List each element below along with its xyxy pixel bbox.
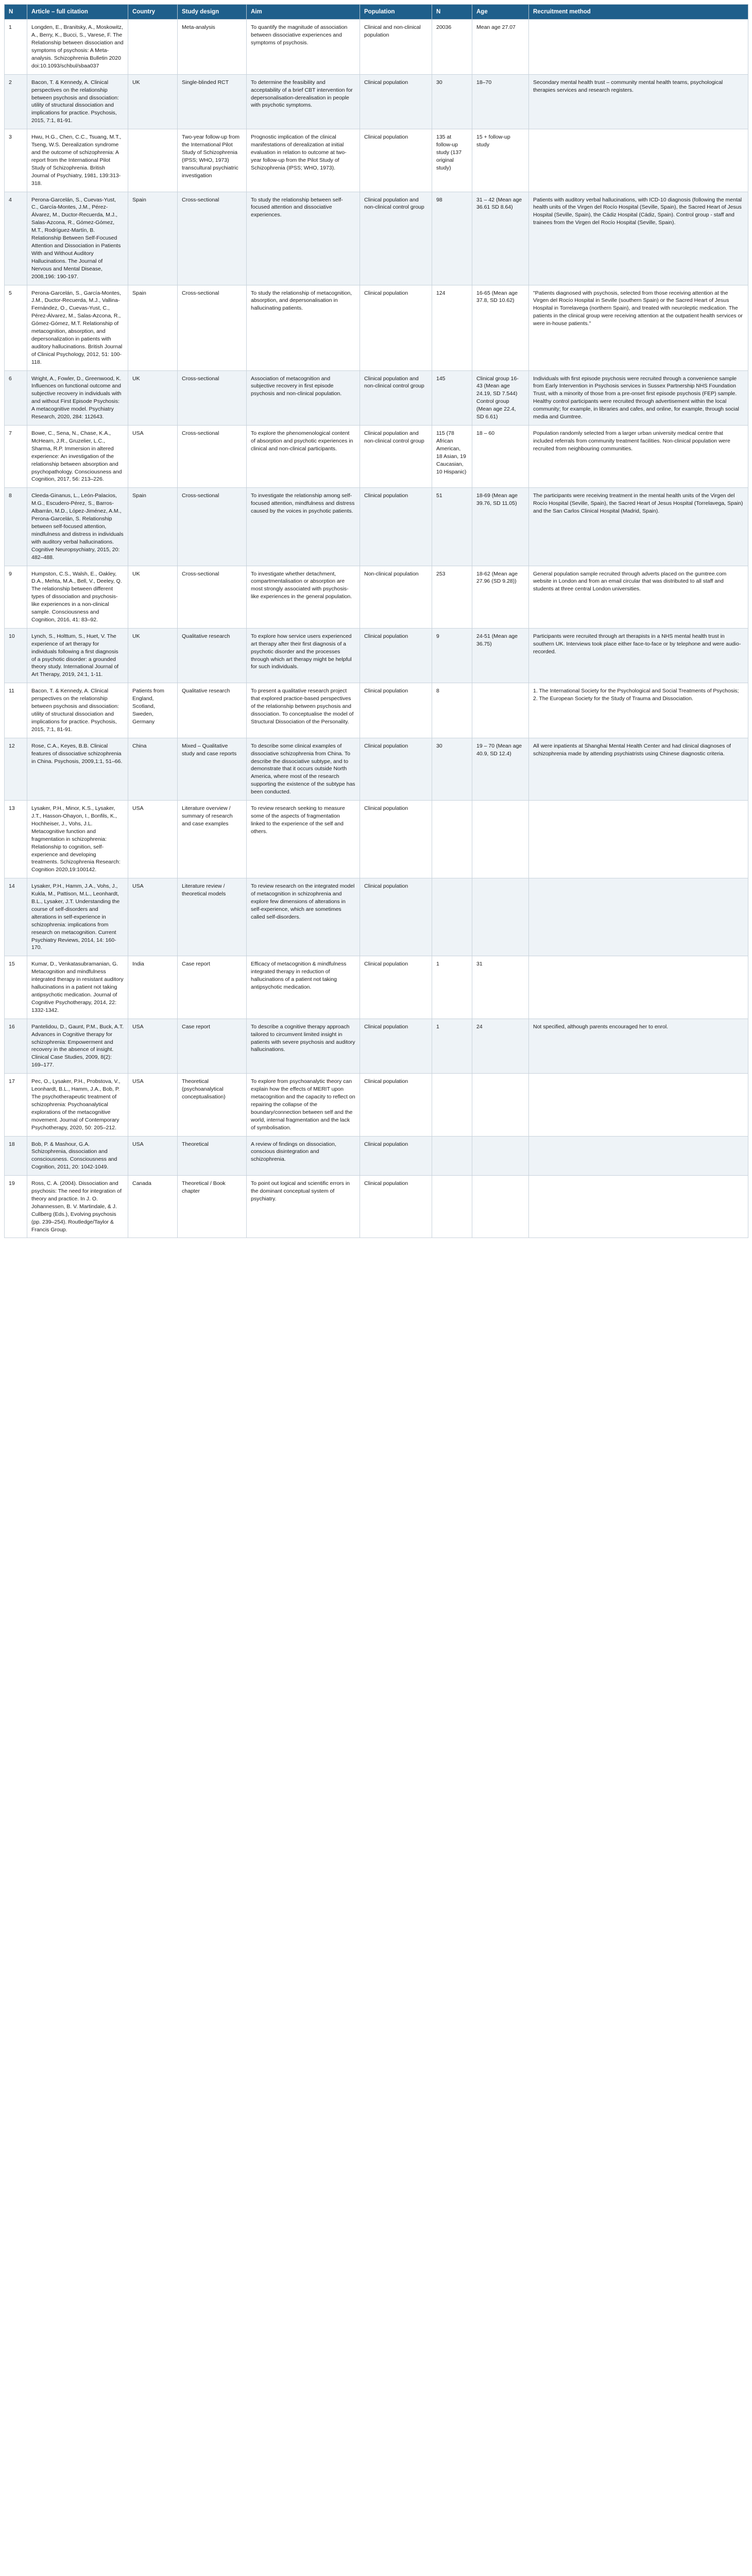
cell-recruitment: General population sample recruited through adverts placed on the gumtree.com website in London and from an email circular that was distributed to all staff and students at three central London universities. — [529, 566, 748, 628]
cell-country: USA — [128, 1136, 178, 1176]
table-row — [5, 1176, 748, 1238]
cell-age — [472, 1176, 529, 1238]
table-row — [5, 20, 748, 74]
cell-citation: Pec, O., Lysaker, P.H., Probstova, V., Leonhardt, B.L., Hamm, J.A., Bob, P. The psychotherapeutic treatment of schizophrenia: Psychoanalytical explorations of the metacognitive movement. Journal of Contemporary Psychotherapy, 2020, 50: 205–212. — [27, 1074, 128, 1136]
cell-population: Clinical population — [360, 878, 432, 956]
cell-number: 10 — [5, 628, 27, 683]
cell-study-design: Cross-sectional — [178, 192, 247, 285]
cell-country: USA — [128, 426, 178, 488]
cell-recruitment — [529, 1074, 748, 1136]
cell-citation: Perona-Garcelán, S., García-Montes, J.M., Ductor-Recuerda, M.J., Vallina-Fernández, O., Cuevas-Yust, C., Pérez-Álvarez, M., Salas-Azcona, R., Gómez-Gómez, M.T. Relationship of metacognition, absorption, and depersonalization in patients with auditory hallucinations. British Journal of Clinical Psychology, 2012, 51: 100-118. — [27, 285, 128, 370]
cell-study-design: Case report — [178, 1019, 247, 1073]
cell-sample-size: 145 — [432, 370, 472, 425]
table-row — [5, 285, 748, 370]
cell-country: Canada — [128, 1176, 178, 1238]
cell-study-design: Theoretical — [178, 1136, 247, 1176]
cell-study-design: Theoretical / Book chapter — [178, 1176, 247, 1238]
cell-population: Clinical and non-clinical population — [360, 20, 432, 74]
cell-number: 7 — [5, 426, 27, 488]
cell-recruitment — [529, 801, 748, 878]
cell-sample-size: 135 at follow-up study (137 original study) — [432, 129, 472, 192]
cell-citation: Bowe, C., Sena, N., Chase, K.A., McHearn, J.R., Gruzelier, L.C., Sharma, R.P. Immersion in altered experience: An investigation of the relationship between absorption and psychopathology. Consciousness and Cognition, 2017, 56: 213–226. — [27, 426, 128, 488]
cell-citation: Wright, A., Fowler, D., Greenwood, K. Influences on functional outcome and subjective recovery in individuals with and without First Episode Psychosis: A metacognitive model. Psychiatry Research, 2020, 284: 112643. — [27, 370, 128, 425]
cell-recruitment: Secondary mental health trust – community mental health teams, psychological therapies services and research registers. — [529, 74, 748, 129]
cell-age: 24-51 (Mean age 36.75) — [472, 628, 529, 683]
cell-age: 16-65 (Mean age 37.8, SD 10.62) — [472, 285, 529, 370]
cell-aim: To investigate whether detachment, compartmentalisation or absorption are most strongly associated with psychosis-like experiences in the general population. — [247, 566, 360, 628]
header-population: Population — [360, 5, 432, 20]
cell-citation: Bacon, T. & Kennedy, A. Clinical perspectives on the relationship between psychosis and dissociation: utility of structural dissociation and implications for practice. Psychosis, 2015, 7:1, 81-91. — [27, 74, 128, 129]
cell-study-design: Cross-sectional — [178, 370, 247, 425]
cell-study-design: Meta-analysis — [178, 20, 247, 74]
cell-population: Clinical population — [360, 1019, 432, 1073]
cell-citation: Hwu, H.G., Chen, C.C., Tsuang, M.T., Tseng, W.S. Derealization syndrome and the outcome of schizophrenia: A report from the International Pilot Study of Schizophrenia. British Journal of Psychiatry, 1981, 139:313-318. — [27, 129, 128, 192]
cell-age — [472, 1074, 529, 1136]
cell-study-design: Qualitative research — [178, 628, 247, 683]
cell-number: 6 — [5, 370, 27, 425]
cell-age — [472, 801, 529, 878]
table-row — [5, 738, 748, 800]
cell-recruitment: Individuals with first episode psychosis were recruited through a convenience sample from Early Intervention in Psychosis services in Sussex Partnership NHS Foundation Trust, with a minority of those from a pre-onset first episode psychosis (FEP) sample. Healthy control participants were recruited through advertisement within the local community; for example, in libraries and cafes, and online, for example, through social media and Gumtree. — [529, 370, 748, 425]
cell-citation: Kumar, D., Venkatasubramanian, G. Metacognition and mindfulness integrated therapy in resistant auditory hallucinations in a patient not taking antipsychotic medication. Journal of Cognitive Psychotherapy, 2014, 22: 1332-1342. — [27, 956, 128, 1019]
cell-country: USA — [128, 878, 178, 956]
cell-aim: To determine the feasibility and acceptability of a brief CBT intervention for depersonalisation-derealisation in people with psychotic symptoms. — [247, 74, 360, 129]
cell-number: 18 — [5, 1136, 27, 1176]
cell-citation: Cleeda-Ginanus, L., León-Palacios, M.G., Escudero-Pérez, S., Barros-Albarrán, M.D., López-Jiménez, A.M., Perona-Garcelán, S. Relationship between self-focused attention, mindfulness and distress in individuals with auditory verbal hallucinations. Cognitive Neuropsychiatry, 2015, 20: 482–488. — [27, 488, 128, 566]
cell-recruitment: Population randomly selected from a larger urban university medical centre that included referrals from community treatment facilities. Non-clinical population were recruited from neighbouring communities. — [529, 426, 748, 488]
cell-age — [472, 1136, 529, 1176]
cell-country: UK — [128, 74, 178, 129]
cell-study-design: Cross-sectional — [178, 488, 247, 566]
cell-sample-size — [432, 1176, 472, 1238]
table-row — [5, 566, 748, 628]
table-row — [5, 1074, 748, 1136]
cell-age: 15 + follow-up study — [472, 129, 529, 192]
cell-age: Mean age 27.07 — [472, 20, 529, 74]
cell-population: Clinical population — [360, 1136, 432, 1176]
cell-citation: Pantelidou, D., Gaunt, P.M., Buck, A.T. Advances in Cognitive therapy for schizophrenia: Empowerment and recovery in the absence of insight. Clinical Case Studies, 2009, 8(2): 169–177. — [27, 1019, 128, 1073]
cell-citation: Lynch, S., Holttum, S., Huet, V. The experience of art therapy for individuals following a first diagnosis of a psychotic disorder: a grounded theory study. International Journal of Art Therapy, 2019, 24:1, 1-11. — [27, 628, 128, 683]
cell-number: 15 — [5, 956, 27, 1019]
header-sample-size: N — [432, 5, 472, 20]
cell-country: Spain — [128, 192, 178, 285]
header-aim: Aim — [247, 5, 360, 20]
cell-population: Clinical population — [360, 74, 432, 129]
cell-population: Clinical population — [360, 801, 432, 878]
header-recruitment: Recruitment method — [529, 5, 748, 20]
cell-country: Spain — [128, 488, 178, 566]
cell-number: 5 — [5, 285, 27, 370]
cell-recruitment: "Patients diagnosed with psychosis, selected from those receiving attention at the Virgen del Rocío Hospital in Seville (southern Spain) or the Sacred Heart of Jesus Hospital in Torrelavega (northern Spain), and treated with neuroleptic medication. The patients in the clinical group were receiving attention at the outpatient health services or were in-house patients." — [529, 285, 748, 370]
cell-country: UK — [128, 628, 178, 683]
study-characteristics-table — [4, 4, 748, 1238]
cell-age: 31 — [472, 956, 529, 1019]
cell-sample-size — [432, 1074, 472, 1136]
cell-aim: To quantify the magnitude of association between dissociative experiences and symptoms of psychosis. — [247, 20, 360, 74]
cell-study-design: Cross-sectional — [178, 566, 247, 628]
cell-population: Non-clinical population — [360, 566, 432, 628]
cell-country — [128, 20, 178, 74]
cell-age: 18–70 — [472, 74, 529, 129]
cell-population: Clinical population and non-clinical control group — [360, 426, 432, 488]
table-row — [5, 878, 748, 956]
cell-study-design: Cross-sectional — [178, 426, 247, 488]
table-row — [5, 956, 748, 1019]
cell-recruitment — [529, 956, 748, 1019]
table-row — [5, 192, 748, 285]
cell-number: 1 — [5, 20, 27, 74]
table-header-row — [5, 5, 748, 20]
table-row — [5, 1019, 748, 1073]
cell-sample-size: 20036 — [432, 20, 472, 74]
table-row — [5, 129, 748, 192]
cell-sample-size: 30 — [432, 74, 472, 129]
cell-aim: To review research seeking to measure some of the aspects of fragmentation linked to the experience of the self and others. — [247, 801, 360, 878]
cell-population: Clinical population — [360, 285, 432, 370]
header-citation: Article – full citation — [27, 5, 128, 20]
cell-aim: To present a qualitative research project that explored practice-based perspectives of the relationship between psychosis and dissociation. To conceptualise the model of Structural Dissociation of the Personality. — [247, 683, 360, 738]
cell-study-design: Literature overview / summary of research and case examples — [178, 801, 247, 878]
header-study-design: Study design — [178, 5, 247, 20]
cell-recruitment — [529, 129, 748, 192]
cell-aim: To explore how service users experienced art therapy after their first diagnosis of a psychotic disorder and the processes through which art therapy might be helpful for such individuals. — [247, 628, 360, 683]
cell-citation: Rose, C.A., Keyes, B.B. Clinical features of dissociative schizophrenia in China. Psychosis, 2009,1:1, 51–66. — [27, 738, 128, 800]
cell-population: Clinical population — [360, 628, 432, 683]
cell-aim: Association of metacognition and subjective recovery in first episode psychosis and non-clinical population. — [247, 370, 360, 425]
cell-age: 31 – 42 (Mean age 36.61 SD 8.64) — [472, 192, 529, 285]
cell-country — [128, 129, 178, 192]
cell-aim: To explore the phenomenological content of absorption and psychotic experiences in clinical and non-clinical participants. — [247, 426, 360, 488]
cell-recruitment: 1. The International Society for the Psychological and Social Treatments of Psychosis; 2. The European Society for the Study of Trauma and Dissociation. — [529, 683, 748, 738]
cell-study-design: Single-blinded RCT — [178, 74, 247, 129]
table-row — [5, 628, 748, 683]
cell-number: 12 — [5, 738, 27, 800]
cell-recruitment — [529, 1136, 748, 1176]
cell-age: Clinical group 16-43 (Mean age 24.19, SD 7.544) Control group (Mean age 22.4, SD 6.61) — [472, 370, 529, 425]
cell-study-design: Theoretical (psychoanalytical conceptualisation) — [178, 1074, 247, 1136]
cell-recruitment — [529, 20, 748, 74]
cell-recruitment: The participants were receiving treatment in the mental health units of the Virgen del Rocío Hospital (Seville, Spain), the Sacred Heart of Jesus Hospital (Torrelavega, Spain) and the San Carlos Clinical Hospital (Madrid, Spain). — [529, 488, 748, 566]
cell-country: India — [128, 956, 178, 1019]
cell-population: Clinical population — [360, 1176, 432, 1238]
table-row — [5, 488, 748, 566]
cell-country: USA — [128, 801, 178, 878]
cell-sample-size: 9 — [432, 628, 472, 683]
cell-citation: Humpston, C.S., Walsh, E., Oakley, D.A., Mehta, M.A., Bell, V., Deeley, Q. The relationship between different types of dissociation and psychosis-like experiences in a non-clinical sample. Consciousness and Cognition, 2016, 41: 83–92. — [27, 566, 128, 628]
cell-citation: Bacon, T. & Kennedy, A. Clinical perspectives on the relationship between psychosis and dissociation: utility of structural dissociation and implications for practice. Psychosis, 2015, 7:1, 81-91. — [27, 683, 128, 738]
table-row — [5, 370, 748, 425]
cell-study-design: Two-year follow-up from the International Pilot Study of Schizophrenia (IPSS; WHO, 1973) transcultural psychiatric investigation — [178, 129, 247, 192]
cell-population: Clinical population — [360, 1074, 432, 1136]
cell-age: 18-69 (Mean age 39.76, SD 11.05) — [472, 488, 529, 566]
cell-age: 24 — [472, 1019, 529, 1073]
cell-aim: Efficacy of metacognition & mindfulness integrated therapy in reduction of hallucinations of a patient not taking antipsychotic medication. — [247, 956, 360, 1019]
cell-sample-size: 30 — [432, 738, 472, 800]
cell-citation: Lysaker, P.H., Hamm, J.A., Vohs, J., Kukla, M., Pattison, M.L., Leonhardt, B.L., Lysaker, J.T. Understanding the course of self-disorders and alterations in self-experience in schizophrenia: implications from research on metacognition. Current Psychiatry Reviews, 2014, 14: 160-170. — [27, 878, 128, 956]
table-row — [5, 801, 748, 878]
cell-country: China — [128, 738, 178, 800]
cell-recruitment — [529, 1176, 748, 1238]
header-country: Country — [128, 5, 178, 20]
cell-number: 8 — [5, 488, 27, 566]
cell-study-design: Case report — [178, 956, 247, 1019]
cell-sample-size: 98 — [432, 192, 472, 285]
cell-sample-size: 51 — [432, 488, 472, 566]
cell-population: Clinical population and non-clinical control group — [360, 192, 432, 285]
header-number: N — [5, 5, 27, 20]
cell-sample-size: 253 — [432, 566, 472, 628]
header-age: Age — [472, 5, 529, 20]
cell-sample-size: 1 — [432, 1019, 472, 1073]
cell-recruitment: All were inpatients at Shanghai Mental Health Center and had clinical diagnoses of schizophrenia made by attending psychiatrists using Chinese diagnostic criteria. — [529, 738, 748, 800]
cell-citation: Bob, P. & Mashour, G.A. Schizophrenia, dissociation and consciousness. Consciousness and Cognition, 2011, 20: 1042-1049. — [27, 1136, 128, 1176]
cell-aim: To study the relationship between self-focused attention and dissociative experiences. — [247, 192, 360, 285]
cell-number: 19 — [5, 1176, 27, 1238]
cell-aim: A review of findings on dissociation, conscious disintegration and schizophrenia. — [247, 1136, 360, 1176]
cell-number: 9 — [5, 566, 27, 628]
cell-number: 3 — [5, 129, 27, 192]
cell-number: 14 — [5, 878, 27, 956]
cell-country: USA — [128, 1074, 178, 1136]
cell-sample-size — [432, 801, 472, 878]
cell-recruitment: Patients with auditory verbal hallucinations, with ICD-10 diagnosis (following the mental health units of the Virgen del Rocío Hospital (Seville, Spain), the Sacred Heart of Jesus Hospital (Seville, Spain), the Cádiz Hospital (Cádiz, Spain). Control group - staff and trainees from the Virgen del Rocío Hospital (Seville, Spain). — [529, 192, 748, 285]
cell-population: Clinical population — [360, 956, 432, 1019]
cell-country: Spain — [128, 285, 178, 370]
cell-age: 19 – 70 (Mean age 40.9, SD 12.4) — [472, 738, 529, 800]
cell-aim: To investigate the relationship among self-focused attention, mindfulness and distress caused by the voices in psychotic patients. — [247, 488, 360, 566]
cell-population: Clinical population — [360, 488, 432, 566]
cell-aim: To point out logical and scientific errors in the dominant conceptual system of psychiatry. — [247, 1176, 360, 1238]
cell-aim: Prognostic implication of the clinical manifestations of derealization at initial evaluation in relation to outcome at two-year follow-up from the Pilot Study of Schizophrenia (IPSS; WHO, 1973). — [247, 129, 360, 192]
cell-study-design: Qualitative research — [178, 683, 247, 738]
cell-sample-size: 124 — [432, 285, 472, 370]
cell-aim: To review research on the integrated model of metacognition in schizophrenia and explore few dimensions of alterations in self-experience, which are sometimes called self-disorders. — [247, 878, 360, 956]
cell-number: 11 — [5, 683, 27, 738]
cell-citation: Lysaker, P.H., Minor, K.S., Lysaker, J.T., Hasson-Ohayon, I., Bonfils, K., Hochheiser, J., Vohs, J.L. Metacognitive function and fragmentation in schizophrenia: Relationship to cognition, self-experience and developing treatments. Schizophrenia Research: Cognition 2020,19:100142. — [27, 801, 128, 878]
cell-country: UK — [128, 370, 178, 425]
table-row — [5, 1136, 748, 1176]
cell-number: 4 — [5, 192, 27, 285]
cell-population: Clinical population — [360, 683, 432, 738]
cell-number: 17 — [5, 1074, 27, 1136]
cell-number: 16 — [5, 1019, 27, 1073]
cell-population: Clinical population — [360, 129, 432, 192]
cell-number: 2 — [5, 74, 27, 129]
cell-population: Clinical population — [360, 738, 432, 800]
cell-country: UK — [128, 566, 178, 628]
cell-recruitment: Not specified, although parents encouraged her to enrol. — [529, 1019, 748, 1073]
table-row — [5, 74, 748, 129]
cell-sample-size: 8 — [432, 683, 472, 738]
cell-age: 18 – 60 — [472, 426, 529, 488]
cell-recruitment: Participants were recruited through art therapists in a NHS mental health trust in southern UK. Interviews took place either face-to-face or by telephone and were audio-recorded. — [529, 628, 748, 683]
cell-recruitment — [529, 878, 748, 956]
cell-sample-size — [432, 878, 472, 956]
cell-citation: Perona-Garcelán, S., Cuevas-Yust, C., García-Montes, J.M., Pérez-Álvarez, M., Ductor-Recuerda, M.J., Salas-Azcona, R., Gómez-Gómez, M.T., Rodríguez-Martín, B. Relationship Between Self-Focused Attention and Dissociation in Patients With and Without Auditory Hallucinations. The Journal of Nervous and Mental Disease, 2008,196: 190-197. — [27, 192, 128, 285]
cell-country: USA — [128, 1019, 178, 1073]
cell-aim: To explore from psychoanalytic theory can explain how the effects of MERIT upon metacognition and the capacity to reflect on repairing the collapse of the boundary/connection between self and the world, internal fragmentation and the lack of symbolisation. — [247, 1074, 360, 1136]
cell-population: Clinical population and non-clinical control group — [360, 370, 432, 425]
cell-citation: Ross, C. A. (2004). Dissociation and psychosis: The need for integration of theory and practice. In J. O. Johannessen, B. V. Martindale, & J. Cullberg (Eds.), Evolving psychosis (pp. 239–254). Routledge/Taylor & Francis Group. — [27, 1176, 128, 1238]
table-row — [5, 426, 748, 488]
cell-aim: To study the relationship of metacognition, absorption, and depersonalisation in hallucinating patients. — [247, 285, 360, 370]
cell-sample-size: 1 — [432, 956, 472, 1019]
cell-sample-size: 115 (78 African American, 18 Asian, 19 Caucasian, 10 Hispanic) — [432, 426, 472, 488]
cell-age — [472, 878, 529, 956]
cell-number: 13 — [5, 801, 27, 878]
cell-aim: To describe a cognitive therapy approach tailored to circumvent limited insight in patients with severe psychosis and auditory hallucinations. — [247, 1019, 360, 1073]
cell-study-design: Mixed – Qualitative study and case reports — [178, 738, 247, 800]
cell-age: 18-62 (Mean age 27.96 (SD 9.28)) — [472, 566, 529, 628]
cell-study-design: Cross-sectional — [178, 285, 247, 370]
cell-citation: Longden, E., Branitsky, A., Moskowitz, A., Berry, K., Bucci, S., Varese, F. The Relationship between dissociation and symptoms of psychosis: A Meta-analysis. Schizophrenia Bulletin 2020 doi:10.1093/schbul/sbaa037 — [27, 20, 128, 74]
table-row — [5, 683, 748, 738]
cell-aim: To describe some clinical examples of dissociative schizophrenia from China. To describe the dissociative subtype, and to demonstrate that it occurs outside North America, where most of the research supporting the existence of the subtype has been conducted. — [247, 738, 360, 800]
cell-country: Patients from England, Scotland, Sweden, Germany — [128, 683, 178, 738]
cell-sample-size — [432, 1136, 472, 1176]
cell-study-design: Literature review / theoretical models — [178, 878, 247, 956]
cell-age — [472, 683, 529, 738]
